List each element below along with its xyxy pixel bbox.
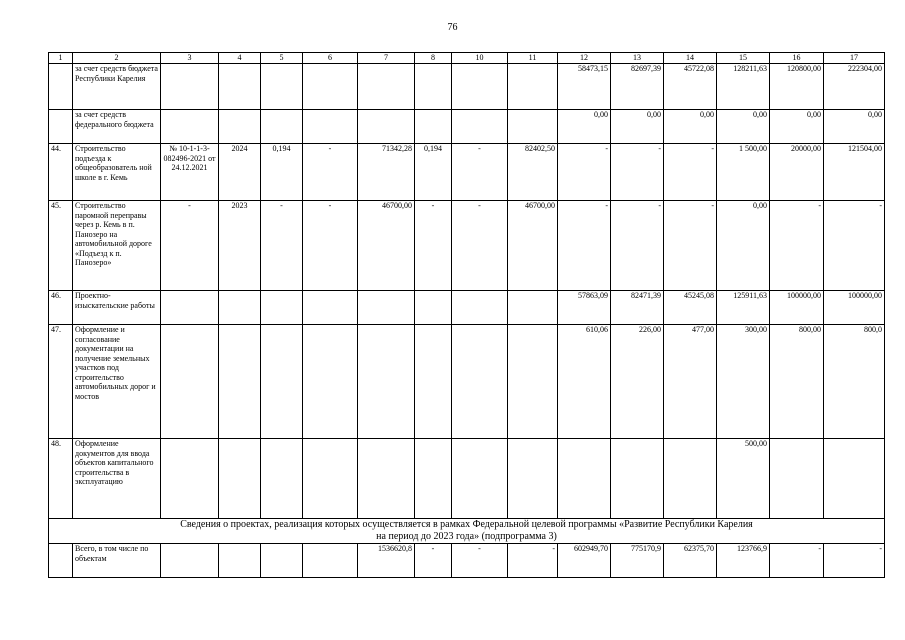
cell-num: 47. bbox=[49, 325, 73, 439]
cell-c4 bbox=[219, 544, 261, 578]
cell-name: за счет средств федерального бюджета bbox=[73, 110, 161, 144]
cell-c15: 128211,63 bbox=[717, 64, 770, 110]
cell-name: Всего, в том числе по объектам bbox=[73, 544, 161, 578]
cell-c5: 0,194 bbox=[261, 144, 303, 201]
cell-c13 bbox=[611, 439, 664, 519]
cell-name: Строительство подъезда к общеобразователь ной школе в г. Кемь bbox=[73, 144, 161, 201]
column-header: 11 bbox=[508, 53, 558, 64]
cell-c5 bbox=[261, 325, 303, 439]
cell-c8 bbox=[415, 110, 452, 144]
cell-c3: № 10-1-1-3-082496-2021 от 24.12.2021 bbox=[161, 144, 219, 201]
column-header: 13 bbox=[611, 53, 664, 64]
cell-c3 bbox=[161, 64, 219, 110]
column-header: 10 bbox=[452, 53, 508, 64]
cell-c15: 0,00 bbox=[717, 110, 770, 144]
cell-c7: 1536620,8 bbox=[358, 544, 415, 578]
budget-table bbox=[48, 52, 885, 578]
total-row bbox=[49, 544, 885, 578]
cell-c7 bbox=[358, 64, 415, 110]
cell-c16: 800,00 bbox=[770, 325, 824, 439]
cell-c17: 100000,00 bbox=[824, 291, 885, 325]
cell-num: 44. bbox=[49, 144, 73, 201]
cell-c8 bbox=[415, 439, 452, 519]
section-title-line: Сведения о проектах, реализация которых осуществляется в рамках Федеральной целевой программы «Развитие Республики Карелия bbox=[180, 519, 753, 530]
cell-c3 bbox=[161, 110, 219, 144]
cell-c3: - bbox=[161, 201, 219, 291]
cell-c5 bbox=[261, 64, 303, 110]
cell-c10 bbox=[452, 439, 508, 519]
table-row bbox=[49, 325, 885, 439]
cell-c3 bbox=[161, 291, 219, 325]
cell-c12: - bbox=[558, 144, 611, 201]
cell-c14: - bbox=[664, 144, 717, 201]
cell-num: 46. bbox=[49, 291, 73, 325]
cell-c12 bbox=[558, 439, 611, 519]
cell-c3 bbox=[161, 325, 219, 439]
column-header: 1 bbox=[49, 53, 73, 64]
cell-c10: - bbox=[452, 201, 508, 291]
cell-c14: 0,00 bbox=[664, 110, 717, 144]
cell-c6: - bbox=[303, 144, 358, 201]
cell-c14: - bbox=[664, 201, 717, 291]
column-header: 4 bbox=[219, 53, 261, 64]
cell-c3 bbox=[161, 439, 219, 519]
column-header: 6 bbox=[303, 53, 358, 64]
cell-name: за счет средств бюджета Республики Карелия bbox=[73, 64, 161, 110]
cell-c6: - bbox=[303, 201, 358, 291]
cell-c14: 45245,08 bbox=[664, 291, 717, 325]
cell-c3 bbox=[161, 544, 219, 578]
cell-c8 bbox=[415, 64, 452, 110]
cell-c17: 0,00 bbox=[824, 110, 885, 144]
column-header: 15 bbox=[717, 53, 770, 64]
cell-c13: - bbox=[611, 201, 664, 291]
cell-c13: 775170,9 bbox=[611, 544, 664, 578]
cell-c4 bbox=[219, 110, 261, 144]
cell-c16 bbox=[770, 439, 824, 519]
cell-c5 bbox=[261, 110, 303, 144]
cell-c17: 222304,00 bbox=[824, 64, 885, 110]
cell-c4 bbox=[219, 291, 261, 325]
cell-c10 bbox=[452, 110, 508, 144]
cell-c10: - bbox=[452, 144, 508, 201]
table-row bbox=[49, 439, 885, 519]
column-header: 14 bbox=[664, 53, 717, 64]
column-header: 16 bbox=[770, 53, 824, 64]
cell-c11 bbox=[508, 110, 558, 144]
cell-c6 bbox=[303, 64, 358, 110]
cell-c13: 226,00 bbox=[611, 325, 664, 439]
table-row bbox=[49, 291, 885, 325]
cell-name: Оформление документов для ввода объектов капитального строительства в эксплуатацию bbox=[73, 439, 161, 519]
column-header: 5 bbox=[261, 53, 303, 64]
cell-c15: 123766,9 bbox=[717, 544, 770, 578]
cell-num: 48. bbox=[49, 439, 73, 519]
cell-c12: 602949,70 bbox=[558, 544, 611, 578]
cell-c13: 82471,39 bbox=[611, 291, 664, 325]
cell-c16: 100000,00 bbox=[770, 291, 824, 325]
cell-c17: - bbox=[824, 544, 885, 578]
cell-name: Проектно-изыскательские работы bbox=[73, 291, 161, 325]
cell-c17: 800,0 bbox=[824, 325, 885, 439]
cell-c7 bbox=[358, 325, 415, 439]
cell-c10 bbox=[452, 325, 508, 439]
table-row bbox=[49, 144, 885, 201]
cell-c12: - bbox=[558, 201, 611, 291]
cell-c11 bbox=[508, 325, 558, 439]
cell-c7 bbox=[358, 439, 415, 519]
cell-c17 bbox=[824, 439, 885, 519]
cell-c11 bbox=[508, 64, 558, 110]
cell-c13: 82697,39 bbox=[611, 64, 664, 110]
cell-c4: 2023 bbox=[219, 201, 261, 291]
section-title-line: на период до 2023 года» (подпрограмма 3) bbox=[376, 531, 557, 542]
cell-name: Строительство паромной переправы через р. Кемь в п. Панозеро на автомобильной дороге «Подъезд к п. Панозеро» bbox=[73, 201, 161, 291]
cell-c16: - bbox=[770, 201, 824, 291]
cell-c8: - bbox=[415, 544, 452, 578]
column-header: 17 bbox=[824, 53, 885, 64]
cell-c6 bbox=[303, 110, 358, 144]
cell-num bbox=[49, 110, 73, 144]
cell-c15: 1 500,00 bbox=[717, 144, 770, 201]
cell-c15: 500,00 bbox=[717, 439, 770, 519]
cell-c11: 46700,00 bbox=[508, 201, 558, 291]
cell-c8 bbox=[415, 325, 452, 439]
cell-c6 bbox=[303, 544, 358, 578]
table-row bbox=[49, 201, 885, 291]
cell-c16: 20000,00 bbox=[770, 144, 824, 201]
cell-c14: 45722,08 bbox=[664, 64, 717, 110]
cell-c12: 610,06 bbox=[558, 325, 611, 439]
cell-c13: - bbox=[611, 144, 664, 201]
cell-c10: - bbox=[452, 544, 508, 578]
cell-c16: 0,00 bbox=[770, 110, 824, 144]
cell-c8: - bbox=[415, 201, 452, 291]
table-body bbox=[49, 53, 885, 578]
cell-c15: 0,00 bbox=[717, 201, 770, 291]
column-header-row bbox=[49, 53, 885, 64]
cell-c11 bbox=[508, 439, 558, 519]
cell-c12: 0,00 bbox=[558, 110, 611, 144]
table-row bbox=[49, 64, 885, 110]
cell-c7 bbox=[358, 110, 415, 144]
cell-c4: 2024 bbox=[219, 144, 261, 201]
cell-c5 bbox=[261, 544, 303, 578]
cell-c7: 71342,28 bbox=[358, 144, 415, 201]
cell-c5: - bbox=[261, 201, 303, 291]
column-header: 2 bbox=[73, 53, 161, 64]
cell-c14 bbox=[664, 439, 717, 519]
cell-c14: 62375,70 bbox=[664, 544, 717, 578]
column-header: 8 bbox=[415, 53, 452, 64]
cell-c5 bbox=[261, 291, 303, 325]
cell-name: Оформление и согласование документации на получение земельных участков под строительство автомобильных дорог и мостов bbox=[73, 325, 161, 439]
cell-c7 bbox=[358, 291, 415, 325]
cell-c16: - bbox=[770, 544, 824, 578]
column-header: 7 bbox=[358, 53, 415, 64]
section-title bbox=[49, 519, 885, 544]
cell-c8 bbox=[415, 291, 452, 325]
column-header: 12 bbox=[558, 53, 611, 64]
cell-c12: 57863,09 bbox=[558, 291, 611, 325]
cell-c15: 300,00 bbox=[717, 325, 770, 439]
cell-c11: 82402,50 bbox=[508, 144, 558, 201]
cell-num bbox=[49, 544, 73, 578]
cell-c12: 58473,15 bbox=[558, 64, 611, 110]
cell-c8: 0,194 bbox=[415, 144, 452, 201]
cell-c6 bbox=[303, 291, 358, 325]
cell-num: 45. bbox=[49, 201, 73, 291]
cell-c17: - bbox=[824, 201, 885, 291]
cell-c10 bbox=[452, 291, 508, 325]
page-number: 76 bbox=[447, 22, 458, 33]
cell-num bbox=[49, 64, 73, 110]
cell-c15: 125911,63 bbox=[717, 291, 770, 325]
cell-c4 bbox=[219, 439, 261, 519]
cell-c13: 0,00 bbox=[611, 110, 664, 144]
cell-c4 bbox=[219, 325, 261, 439]
cell-c11: - bbox=[508, 544, 558, 578]
cell-c6 bbox=[303, 439, 358, 519]
cell-c16: 120800,00 bbox=[770, 64, 824, 110]
cell-c17: 121504,00 bbox=[824, 144, 885, 201]
cell-c6 bbox=[303, 325, 358, 439]
cell-c10 bbox=[452, 64, 508, 110]
cell-c4 bbox=[219, 64, 261, 110]
cell-c7: 46700,00 bbox=[358, 201, 415, 291]
cell-c14: 477,00 bbox=[664, 325, 717, 439]
cell-c5 bbox=[261, 439, 303, 519]
section-title-row bbox=[49, 519, 885, 544]
column-header: 3 bbox=[161, 53, 219, 64]
table-row bbox=[49, 110, 885, 144]
cell-c11 bbox=[508, 291, 558, 325]
